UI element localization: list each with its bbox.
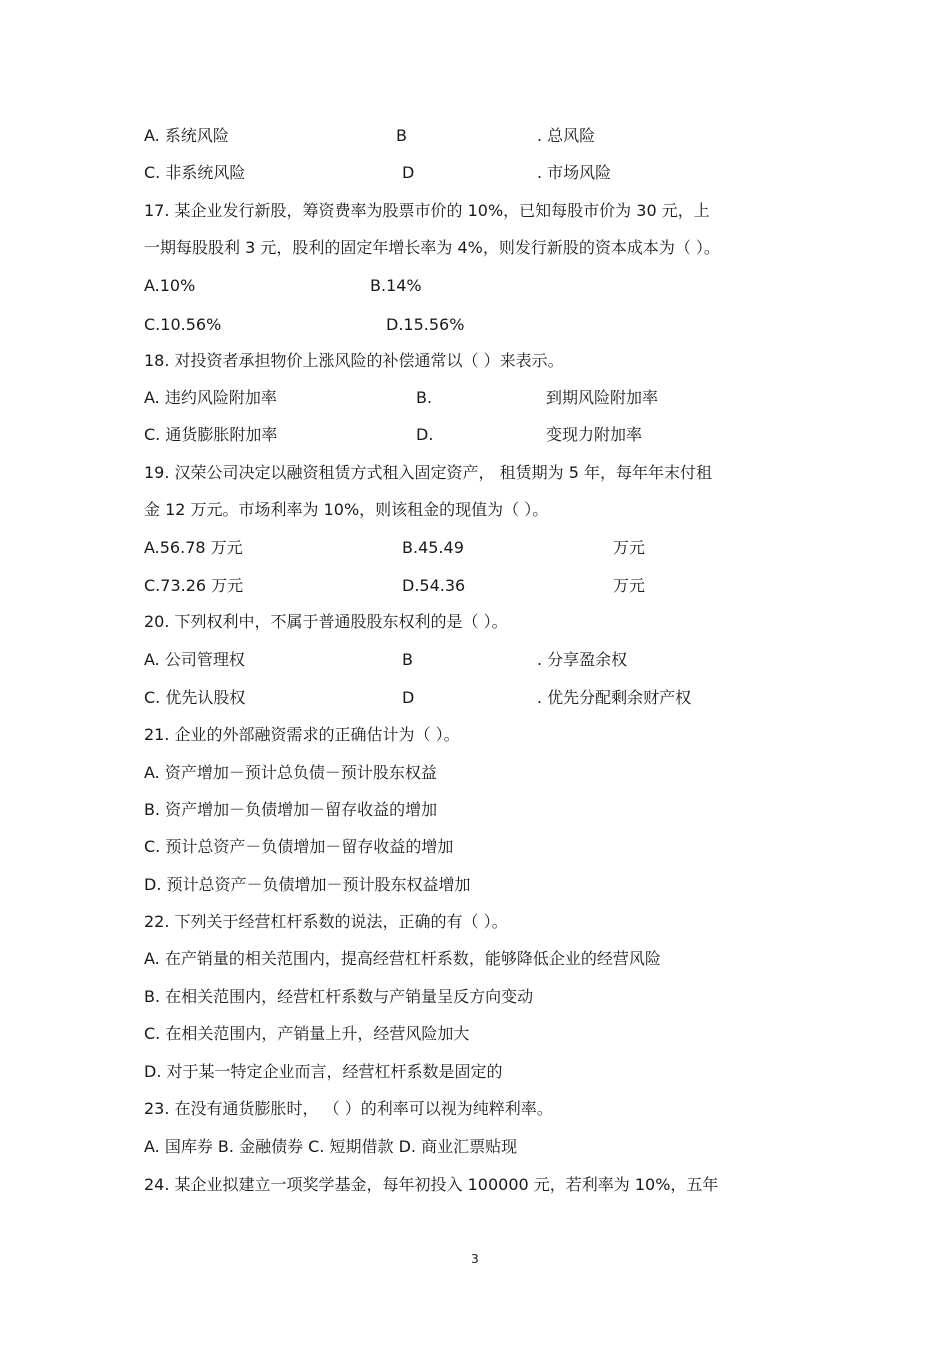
- q16-option-d-letter: D: [402, 163, 415, 182]
- q19-option-b-unit: 万元: [613, 538, 646, 557]
- q21-option-c: C. 预计总资产－负债增加－留存收益的增加: [144, 837, 454, 856]
- q16-option-a: A. 系统风险: [144, 126, 229, 145]
- q20-stem: 20. 下列权利中，不属于普通股股东权利的是（ ）。: [144, 612, 508, 631]
- q21-stem: 21. 企业的外部融资需求的正确估计为（ ）。: [144, 725, 460, 744]
- page-number: 3: [471, 1252, 479, 1266]
- q18-option-d-letter: D.: [416, 425, 434, 444]
- q20-option-b-letter: B: [402, 650, 413, 669]
- q21-option-a: A. 资产增加－预计总负债－预计股东权益: [144, 763, 437, 782]
- q18-stem: 18. 对投资者承担物价上涨风险的补偿通常以（ ）来表示。: [144, 351, 564, 370]
- q20-option-c: C. 优先认股权: [144, 688, 246, 707]
- q18-option-d-text: 变现力附加率: [546, 425, 643, 444]
- q19-option-b: B.45.49: [402, 538, 464, 557]
- q18-option-a: A. 违约风险附加率: [144, 388, 277, 407]
- q23-options: A. 国库券 B. 金融债券 C. 短期借款 D. 商业汇票贴现: [144, 1137, 518, 1156]
- q18-option-b-text: 到期风险附加率: [546, 388, 659, 407]
- q17-stem-line2: 一期每股股利 3 元，股利的固定年增长率为 4%，则发行新股的资本成本为（ ）。: [144, 238, 720, 257]
- q18-option-c: C. 通货膨胀附加率: [144, 425, 278, 444]
- q20-option-b-text: . 分享盈余权: [537, 650, 628, 669]
- q17-stem-line1: 17. 某企业发行新股，筹资费率为股票市价的 10%，已知每股市价为 30 元，上: [144, 201, 710, 220]
- q20-option-d-letter: D: [402, 688, 415, 707]
- q22-option-b: B. 在相关范围内，经营杠杆系数与产销量呈反方向变动: [144, 987, 534, 1006]
- q16-option-b-letter: B: [396, 126, 407, 145]
- q16-option-d-text: . 市场风险: [537, 163, 612, 182]
- q19-option-c: C.73.26 万元: [144, 576, 244, 595]
- q19-stem-line1: 19. 汉荣公司决定以融资租赁方式租入固定资产， 租赁期为 5 年，每年年末付租: [144, 463, 712, 482]
- q16-option-b-text: . 总风险: [537, 126, 596, 145]
- q17-option-c: C.10.56%: [144, 315, 222, 334]
- q17-option-b: B.14%: [370, 276, 422, 295]
- q17-option-d: D.15.56%: [386, 315, 465, 334]
- q18-option-b-letter: B.: [416, 388, 433, 407]
- q19-option-d-unit: 万元: [613, 576, 646, 595]
- q22-option-a: A. 在产销量的相关范围内，提高经营杠杆系数，能够降低企业的经营风险: [144, 949, 661, 968]
- q20-option-d-text: . 优先分配剩余财产权: [537, 688, 692, 707]
- q19-option-d: D.54.36: [402, 576, 466, 595]
- q22-option-c: C. 在相关范围内，产销量上升，经营风险加大: [144, 1024, 470, 1043]
- q20-option-a: A. 公司管理权: [144, 650, 245, 669]
- q21-option-d: D. 预计总资产－负债增加－预计股东权益增加: [144, 875, 471, 894]
- q24-stem-line1: 24. 某企业拟建立一项奖学基金，每年初投入 100000 元，若利率为 10%，五年: [144, 1175, 719, 1194]
- q23-stem: 23. 在没有通货膨胀时， （ ）的利率可以视为纯粹利率。: [144, 1099, 553, 1118]
- q22-option-d: D. 对于某一特定企业而言，经营杠杆系数是固定的: [144, 1062, 503, 1081]
- q22-stem: 22. 下列关于经营杠杆系数的说法，正确的有（ ）。: [144, 912, 508, 931]
- q19-stem-line2: 金 12 万元。市场利率为 10%，则该租金的现值为（ ）。: [144, 500, 549, 519]
- q17-option-a: A.10%: [144, 276, 196, 295]
- q19-option-a: A.56.78 万元: [144, 538, 243, 557]
- q16-option-c: C. 非系统风险: [144, 163, 246, 182]
- q21-option-b: B. 资产增加－负债增加－留存收益的增加: [144, 800, 438, 819]
